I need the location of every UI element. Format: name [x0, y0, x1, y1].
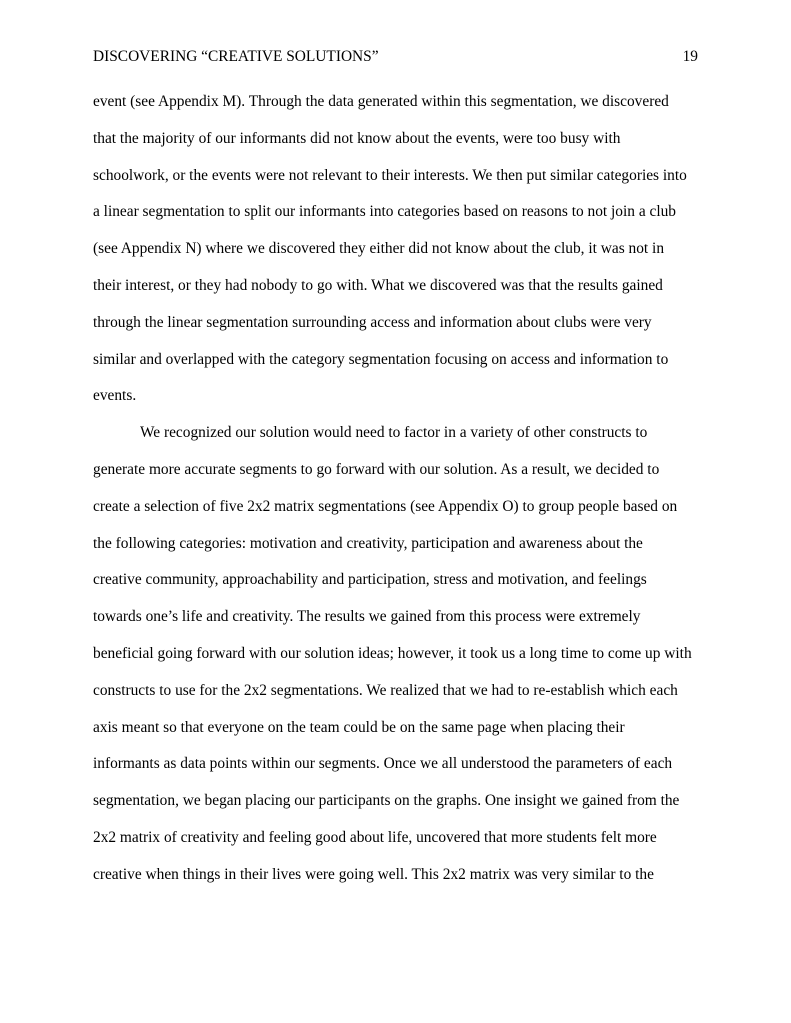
- text-line: create a selection of five 2x2 matrix segmentations (see Appendix O) to group people based on: [93, 497, 678, 515]
- text-line: 2x2 matrix of creativity and feeling good about life, uncovered that more students felt more: [93, 828, 657, 846]
- text-line: generate more accurate segments to go forward with our solution. As a result, we decided to: [93, 460, 660, 478]
- text-line: that the majority of our informants did not know about the events, were too busy with: [93, 129, 621, 147]
- text-line: their interest, or they had nobody to go with. What we discovered was that the results gained: [93, 276, 663, 294]
- page-number: 19: [682, 48, 698, 65]
- text-line: informants as data points within our segments. Once we all understood the parameters of each: [93, 755, 673, 773]
- text-line: event (see Appendix M). Through the data generated within this segmentation, we discovered: [93, 93, 669, 110]
- text-line: segmentation, we began placing our participants on the graphs. One insight we gained from the: [93, 792, 680, 810]
- text-line: towards one’s life and creativity. The results we gained from this process were extremely: [93, 608, 641, 626]
- text-line: the following categories: motivation and creativity, participation and awareness about the: [93, 534, 643, 552]
- paragraph-first-line: We recognized our solution would need to factor in a variety of other constructs to: [140, 424, 648, 442]
- text-line: creative community, approachability and participation, stress and motivation, and feelings: [93, 571, 647, 589]
- text-line: creative when things in their lives were going well. This 2x2 matrix was very similar to the: [93, 865, 654, 883]
- text-line: through the linear segmentation surrounding access and information about clubs were very: [93, 313, 652, 331]
- text-line: constructs to use for the 2x2 segmentations. We realized that we had to re-establish which each: [93, 681, 678, 699]
- body-text: [93, 92, 713, 902]
- text-line: (see Appendix N) where we discovered they either did not know about the club, it was not in: [93, 240, 665, 258]
- running-head: DISCOVERING “CREATIVE SOLUTIONS”: [93, 48, 379, 65]
- text-line: axis meant so that everyone on the team could be on the same page when placing their: [93, 718, 625, 736]
- text-line: events.: [93, 387, 137, 405]
- text-line: a linear segmentation to split our informants into categories based on reasons to not join a club: [93, 203, 676, 221]
- text-line: schoolwork, or the events were not relevant to their interests. We then put similar categories into: [93, 166, 687, 184]
- text-line: beneficial going forward with our solution ideas; however, it took us a long time to come up with: [93, 644, 692, 662]
- text-line: similar and overlapped with the category segmentation focusing on access and information to: [93, 350, 669, 368]
